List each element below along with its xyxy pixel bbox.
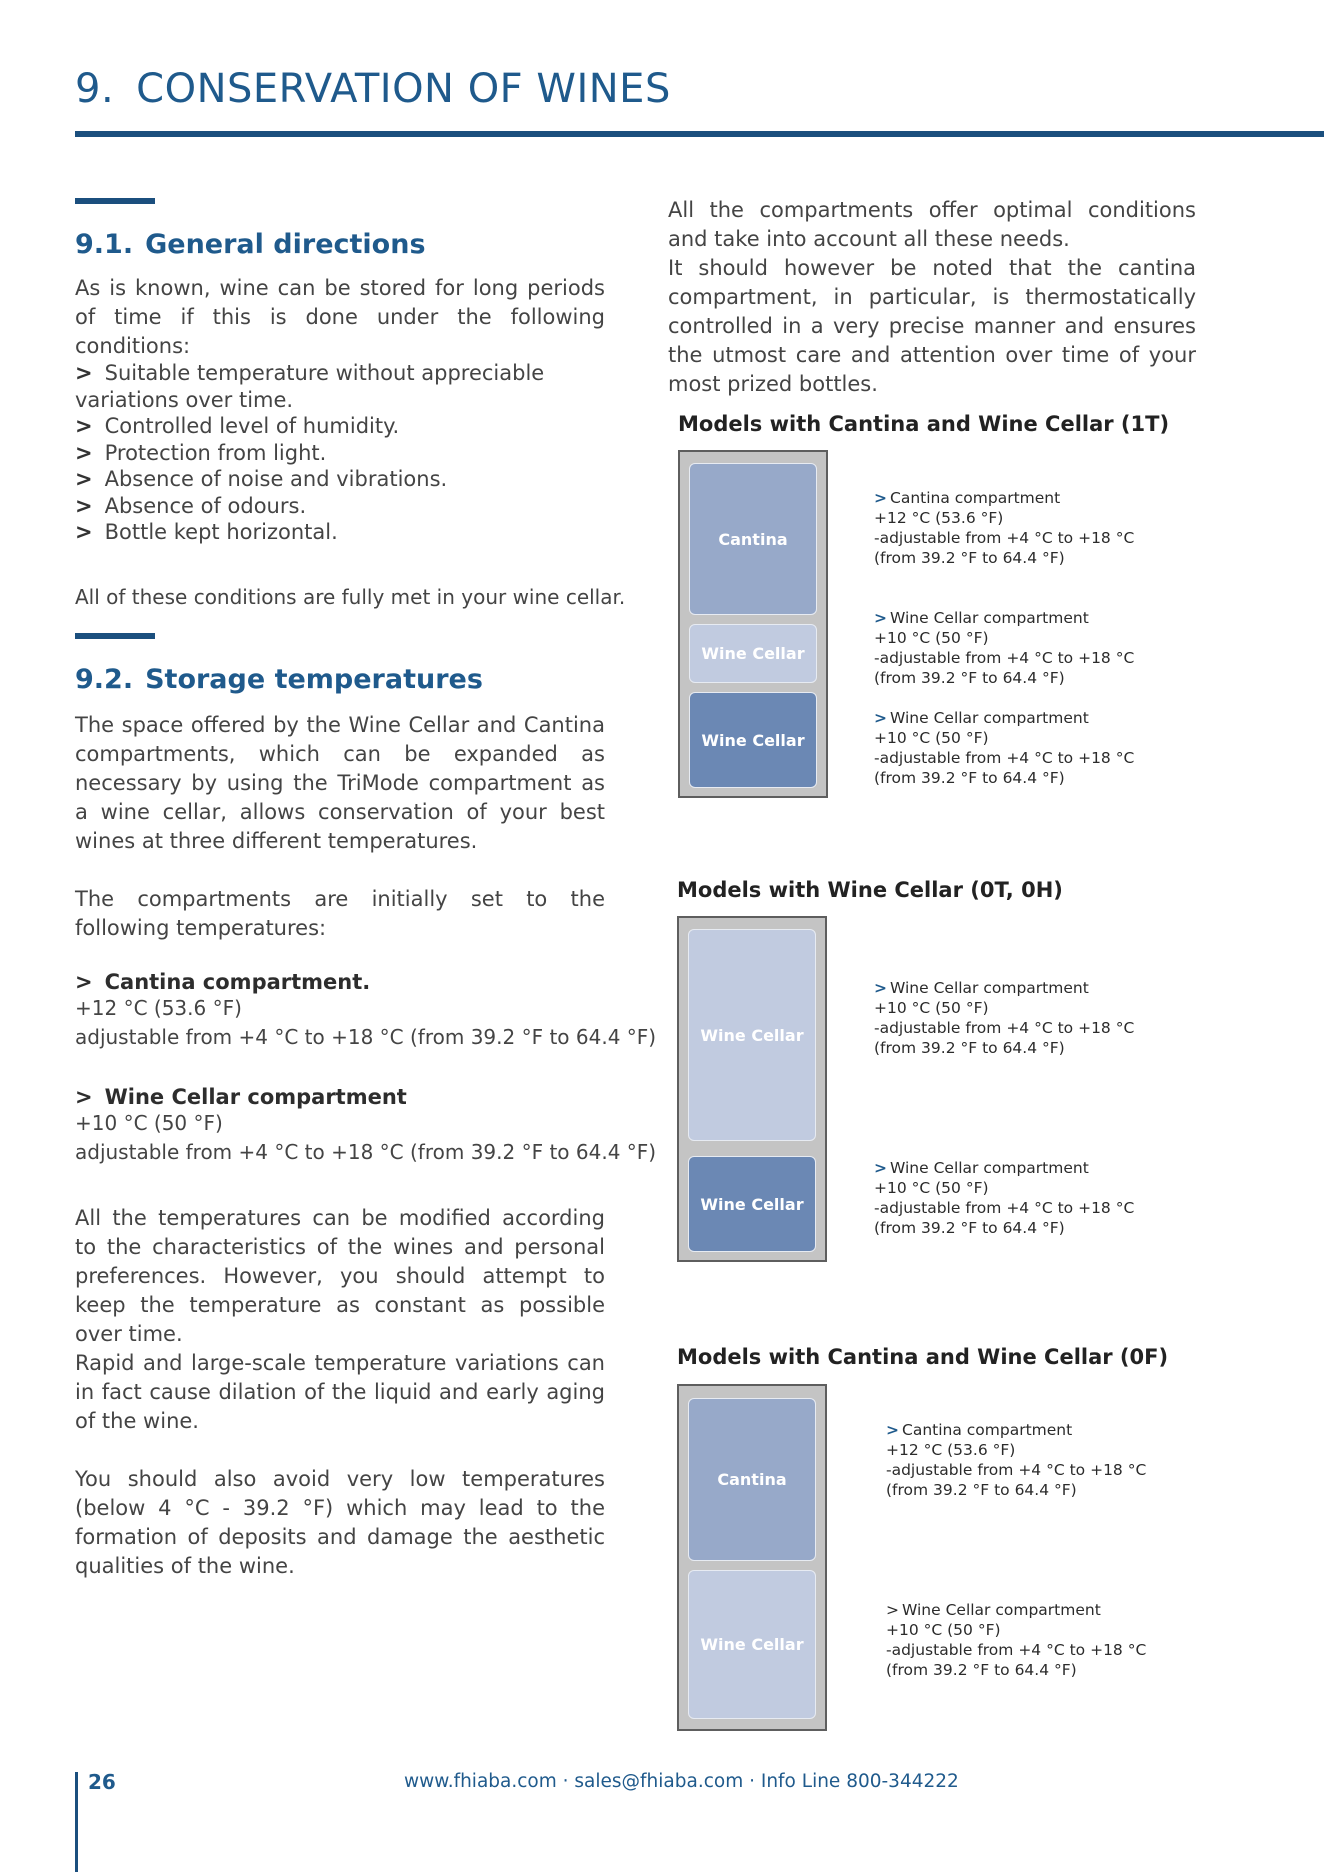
storage-paragraph-1: The space offered by the Wine Cellar and Cantina compartments, which can be expanded as necessary by using the TriMode compartment as a wine cellar, allows conservation of your best wines at three different temperatures. <box>75 713 605 853</box>
list-item: > Protection from light. <box>75 440 327 465</box>
right-intro-paragraph-2: It should however be noted that the cantina compartment, in particular, is thermostatically controlled in a very precise manner and ensures the utmost care and attention over time of your most prized bottles. <box>668 256 1196 396</box>
wine-cellar-compartment: Wine Cellar <box>688 929 816 1141</box>
cantina-range: adjustable from +4 °C to +18 °C (from 39.2 °F to 64.4 °F) <box>75 1025 657 1049</box>
compartment-label: > Cantina compartment +12 °C (53.6 °F) -adjustable from +4 °C to +18 °C (from 39.2 °F to 64.4 °F) <box>886 1421 1147 1499</box>
section-marker <box>75 633 155 639</box>
wine-cellar-range: adjustable from +4 °C to +18 °C (from 39.2 °F to 64.4 °F) <box>75 1140 657 1164</box>
conditions-list <box>75 360 605 546</box>
chapter-title-text: CONSERVATION OF WINES <box>136 66 671 112</box>
cantina-compartment: Cantina <box>689 463 817 615</box>
page-number: 26 <box>88 1770 116 1794</box>
bullet-arrow: > <box>75 361 93 385</box>
storage-paragraph-2: The compartments are initially set to the following temperatures: <box>75 887 605 940</box>
diagram-title-0t-0h: Models with Wine Cellar (0T, 0H) <box>677 878 1063 902</box>
storage-paragraph-4: Rapid and large-scale temperature variations can in fact cause dilation of the liquid and early aging of the wine. <box>75 1351 605 1433</box>
arrow-icon: > <box>886 1601 899 1619</box>
cantina-setting <box>75 970 657 1052</box>
arrow-icon: > <box>874 979 887 997</box>
general-intro: As is known, wine can be stored for long periods of time if this is done under the following conditions: <box>75 276 605 358</box>
wine-cellar-compartment: Wine Cellar <box>688 1156 816 1252</box>
footer-contact: www.fhiaba.com · sales@fhiaba.com · Info Line 800-344222 <box>404 1771 959 1792</box>
bullet-arrow: > <box>75 440 93 465</box>
list-item: > Suitable temperature without appreciable variations over time. <box>75 361 545 412</box>
section-number: 9.2. <box>75 664 134 695</box>
arrow-icon: > <box>874 609 887 627</box>
cantina-setting-title: > Cantina compartment. <box>75 970 371 994</box>
fridge-cabinet-0f <box>677 1384 827 1731</box>
footer-bar <box>75 1772 78 1872</box>
compartment-label: > Cantina compartment +12 °C (53.6 °F) -adjustable from +4 °C to +18 °C (from 39.2 °F to 64.4 °F) <box>874 489 1135 567</box>
wine-cellar-setting-title: > Wine Cellar compartment <box>75 1085 407 1109</box>
compartment-label: > Wine Cellar compartment +10 °C (50 °F) -adjustable from +4 °C to +18 °C (from 39.2 °F to 64.4 °F) <box>874 609 1135 687</box>
section-heading-storage <box>75 664 483 695</box>
section-heading-general <box>75 229 426 260</box>
section-marker <box>75 198 155 204</box>
conditions-conclusion: All of these conditions are fully met in your wine cellar. <box>75 585 626 609</box>
wine-cellar-temp: +10 °C (50 °F) <box>75 1111 223 1135</box>
arrow-icon: > <box>886 1421 899 1439</box>
chapter-number: 9. <box>75 66 115 112</box>
bullet-arrow: > <box>75 414 93 438</box>
wine-cellar-setting <box>75 1085 657 1167</box>
section-number: 9.1. <box>75 229 134 260</box>
bullet-arrow: > <box>75 493 93 518</box>
section-title: General directions <box>145 229 426 260</box>
compartment-label: > Wine Cellar compartment +10 °C (50 °F) -adjustable from +4 °C to +18 °C (from 39.2 °F to 64.4 °F) <box>874 979 1135 1057</box>
compartment-label: > Wine Cellar compartment +10 °C (50 °F) -adjustable from +4 °C to +18 °C (from 39.2 °F to 64.4 °F) <box>886 1601 1147 1679</box>
wine-cellar-compartment: Wine Cellar <box>689 692 817 788</box>
wine-cellar-compartment: Wine Cellar <box>688 1570 816 1719</box>
cantina-compartment: Cantina <box>688 1398 816 1561</box>
list-item: > Controlled level of humidity. <box>75 414 400 438</box>
bullet-arrow: > <box>75 520 93 544</box>
list-item: > Bottle kept horizontal. <box>75 520 338 544</box>
storage-paragraph-5: You should also avoid very low temperatures (below 4 °C - 39.2 °F) which may lead to the formation of deposits and damage the aesthetic qualities of the wine. <box>75 1467 605 1578</box>
bullet-arrow: > <box>75 467 93 491</box>
wine-cellar-compartment: Wine Cellar <box>689 624 817 683</box>
compartment-label: > Wine Cellar compartment +10 °C (50 °F) -adjustable from +4 °C to +18 °C (from 39.2 °F to 64.4 °F) <box>874 1159 1135 1237</box>
fridge-cabinet-1t <box>678 450 828 798</box>
right-intro <box>668 196 1196 399</box>
cantina-temp: +12 °C (53.6 °F) <box>75 996 242 1020</box>
title-divider <box>75 131 1324 137</box>
storage-paragraph-3: All the temperatures can be modified according to the characteristics of the wines and personal preferences. However, you should attempt to keep the temperature as constant as possible over time. <box>75 1206 605 1346</box>
fridge-cabinet-0t-0h <box>677 916 827 1262</box>
compartment-label: > Wine Cellar compartment +10 °C (50 °F) -adjustable from +4 °C to +18 °C (from 39.2 °F to 64.4 °F) <box>874 709 1135 787</box>
right-intro-paragraph-1: All the compartments offer optimal conditions and take into account all these needs. <box>668 198 1196 251</box>
diagram-title-0f: Models with Cantina and Wine Cellar (0F) <box>677 1345 1169 1369</box>
arrow-icon: > <box>874 709 887 727</box>
list-item: > Absence of noise and vibrations. <box>75 467 448 491</box>
section-title: Storage temperatures <box>145 664 483 695</box>
arrow-icon: > <box>874 1159 887 1177</box>
chapter-title <box>75 66 671 112</box>
arrow-icon: > <box>874 489 887 507</box>
list-item: > Absence of odours. <box>75 493 307 518</box>
diagram-title-1t: Models with Cantina and Wine Cellar (1T) <box>678 412 1170 436</box>
